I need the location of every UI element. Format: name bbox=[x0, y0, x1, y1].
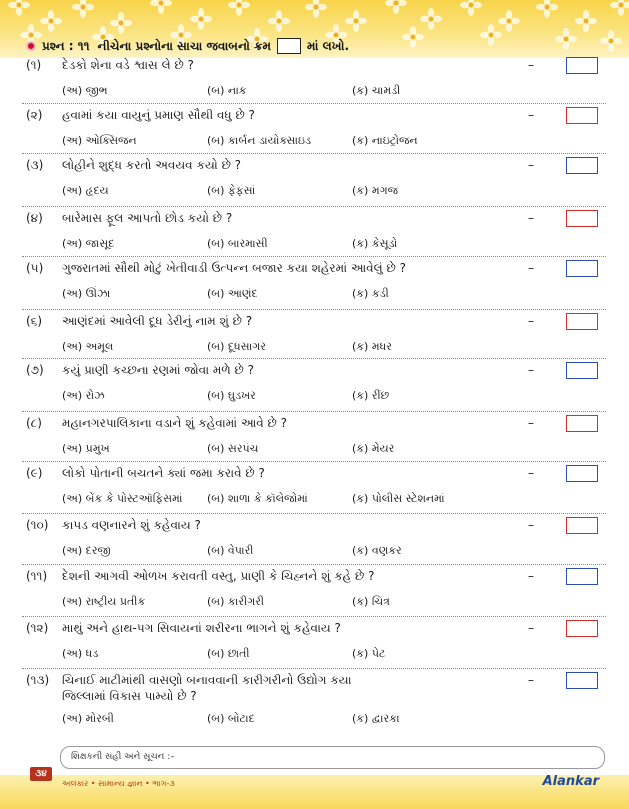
question-divider bbox=[22, 616, 606, 617]
answer-box[interactable] bbox=[566, 313, 598, 330]
option-c: (ક) કેસૂડો bbox=[352, 237, 398, 250]
option-a: (અ) દરજી bbox=[62, 544, 111, 557]
answer-dash: – bbox=[528, 261, 534, 275]
question-divider bbox=[22, 309, 606, 310]
option-b: (બ) નાક bbox=[207, 84, 247, 97]
question-divider bbox=[22, 103, 606, 104]
option-a: (અ) પ્રમુખ bbox=[62, 442, 110, 455]
question-row bbox=[26, 568, 598, 584]
option-a: (અ) મોરબી bbox=[62, 712, 114, 725]
question-row bbox=[26, 415, 598, 431]
answer-box[interactable] bbox=[566, 107, 598, 124]
option-c: (ક) પેટ bbox=[352, 647, 386, 660]
question-divider bbox=[22, 461, 606, 462]
question-number: (૧૨) bbox=[26, 621, 49, 635]
flower-icon bbox=[610, 0, 629, 16]
answer-box[interactable] bbox=[566, 415, 598, 432]
question-block bbox=[26, 57, 598, 105]
question-row bbox=[26, 517, 598, 533]
question-row bbox=[26, 107, 598, 123]
option-c: (ક) મગજ bbox=[352, 184, 399, 197]
question-number: (૯) bbox=[26, 466, 43, 480]
option-c: (ક) વણકર bbox=[352, 544, 402, 557]
flower-icon bbox=[575, 10, 597, 32]
question-block bbox=[26, 517, 598, 565]
option-a: (અ) જાસૂદ bbox=[62, 237, 115, 250]
option-b: (બ) વેપારી bbox=[207, 544, 254, 557]
answer-dash: – bbox=[528, 314, 534, 328]
answer-dash: – bbox=[528, 569, 534, 583]
answer-box[interactable] bbox=[566, 568, 598, 585]
answer-box[interactable] bbox=[566, 157, 598, 174]
answer-dash: – bbox=[528, 58, 534, 72]
flower-icon bbox=[228, 0, 250, 16]
question-row bbox=[26, 157, 598, 173]
question-number: (૩) bbox=[26, 158, 44, 172]
question-divider bbox=[22, 256, 606, 257]
answer-dash: – bbox=[528, 518, 534, 532]
question-row bbox=[26, 260, 598, 276]
teacher-signature-box bbox=[60, 746, 605, 769]
option-a: (અ) રાષ્ટ્રીય પ્રતીક bbox=[62, 595, 146, 608]
question-text: બારેમાસ ફૂલ આપતો છોડ કયો છે ? bbox=[62, 211, 233, 225]
answer-dash: – bbox=[528, 466, 534, 480]
question-text: માથું અને હાથ-પગ સિવાયનાં શરીરના ભાગને શું કહેવાય ? bbox=[62, 621, 341, 635]
question-number: (૨) bbox=[26, 108, 43, 122]
option-b: (બ) કારીગરી bbox=[207, 595, 265, 608]
title-main: નીચેના પ્રશ્નોના સાચા જવાબનો ક્રમ bbox=[97, 38, 272, 53]
question-number: (૫) bbox=[26, 261, 44, 275]
flower-icon bbox=[150, 0, 172, 14]
question-block bbox=[26, 210, 598, 258]
question-row bbox=[26, 362, 598, 378]
option-b: (બ) કાર્બન ડાયોક્સાઇડ bbox=[207, 134, 312, 147]
question-number: (૧) bbox=[26, 58, 42, 72]
question-divider bbox=[22, 513, 606, 514]
answer-dash: – bbox=[528, 363, 534, 377]
question-text: મહાનગરપાલિકાના વડાને શું કહેવામાં આવે છે ? bbox=[62, 416, 287, 430]
option-b: (બ) આણંદ bbox=[207, 287, 258, 300]
question-block bbox=[26, 415, 598, 463]
flower-icon bbox=[8, 0, 30, 16]
question-number: (૧૦) bbox=[26, 518, 49, 532]
option-a: (અ) હૃદય bbox=[62, 184, 109, 197]
question-text: લોહીને શુદ્ધ કરતો અવયવ કયો છે ? bbox=[62, 158, 242, 172]
question-text: આણંદમાં આવેલી દૂધ ડેરીનું નામ શું છે ? bbox=[62, 314, 253, 328]
option-c: (ક) દ્વારકા bbox=[352, 712, 400, 725]
flower-icon bbox=[40, 10, 62, 32]
question-block bbox=[26, 568, 598, 616]
flower-icon bbox=[72, 0, 94, 18]
question-row bbox=[26, 313, 598, 329]
section-title bbox=[26, 36, 349, 56]
answer-box[interactable] bbox=[566, 210, 598, 227]
option-a: (અ) ઓક્સિજન bbox=[62, 134, 137, 147]
title-bullet-icon bbox=[26, 41, 36, 51]
flower-icon bbox=[268, 10, 290, 32]
option-b: (બ) ફેફસાં bbox=[207, 184, 256, 197]
question-number: (૪) bbox=[26, 211, 43, 225]
question-row bbox=[26, 465, 598, 481]
option-b: (બ) દૂધસાગર bbox=[207, 340, 266, 353]
title-suffix: માં લખો. bbox=[307, 38, 350, 53]
flower-icon bbox=[345, 10, 367, 32]
question-row bbox=[26, 210, 598, 226]
option-a: (અ) ઊંઝા bbox=[62, 287, 111, 300]
answer-box[interactable] bbox=[566, 362, 598, 379]
question-divider bbox=[22, 668, 606, 669]
question-text: દેડકો શેના વડે શ્વાસ લે છે ? bbox=[62, 58, 194, 72]
answer-dash: – bbox=[528, 416, 534, 430]
flower-icon bbox=[402, 26, 424, 48]
brand-logo: Alankar bbox=[542, 774, 599, 789]
flower-icon bbox=[480, 24, 502, 46]
flower-icon bbox=[555, 28, 577, 50]
option-b: (બ) બારમાસી bbox=[207, 237, 268, 250]
question-block bbox=[26, 260, 598, 308]
option-c: (ક) નાઇટ્રોજન bbox=[352, 134, 418, 147]
option-a: (અ) ધડ bbox=[62, 647, 99, 660]
question-divider bbox=[22, 153, 606, 154]
question-number: (૧૧) bbox=[26, 569, 48, 583]
question-text: કયું પ્રાણી કચ્છના રણમાં જોવા મળે છે ? bbox=[62, 363, 255, 377]
question-block bbox=[26, 362, 598, 410]
page-number: ૩૪ bbox=[30, 767, 52, 781]
option-c: (ક) ચિત્ર bbox=[352, 595, 390, 608]
title-answer-box bbox=[277, 38, 301, 54]
option-a: (અ) જીભ bbox=[62, 84, 108, 97]
title-prefix: પ્રશ્ન : ૧૧ bbox=[42, 38, 90, 53]
option-c: (ક) મેયર bbox=[352, 442, 395, 455]
option-c: (ક) રીંછ bbox=[352, 389, 390, 402]
option-c: (ક) પોલીસ સ્ટેશનમાં bbox=[352, 492, 445, 505]
option-a: (અ) અમૂલ bbox=[62, 340, 114, 353]
question-block bbox=[26, 107, 598, 155]
question-block bbox=[26, 620, 598, 668]
question-block bbox=[26, 465, 598, 513]
question-divider bbox=[22, 358, 606, 359]
question-text: લોકો પોતાની બચતને ક્યાં જમા કરાવે છે ? bbox=[62, 466, 265, 480]
answer-box[interactable] bbox=[566, 465, 598, 482]
answer-dash: – bbox=[528, 108, 534, 122]
question-text: ચિનાઈ માટીમાંથી વાસણો બનાવવાની કારીગરીનો ઉદ્યોગ કયા જિલ્લામાં વિકાસ પામ્યો છે ? bbox=[62, 673, 352, 703]
answer-dash: – bbox=[528, 211, 534, 225]
answer-dash: – bbox=[528, 621, 534, 635]
teacher-signature-label: શિક્ષકની સહી અને સૂચન :– bbox=[71, 752, 175, 762]
option-a: (અ) બેંક કે પોસ્ટઑફિસમાં bbox=[62, 492, 183, 505]
question-text: હવામાં કયા વાયુનું પ્રમાણ સૌથી વધુ છે ? bbox=[62, 108, 255, 122]
answer-dash: – bbox=[528, 673, 534, 687]
footer-series-text: અલંકાર • સામાન્ય જ્ઞાન • ભાગ-૩ bbox=[62, 779, 175, 788]
answer-box[interactable] bbox=[566, 672, 598, 689]
option-b: (બ) સરપંચ bbox=[207, 442, 259, 455]
option-b: (બ) શાળા કે કૉલેજોમાં bbox=[207, 492, 308, 505]
flower-icon bbox=[385, 0, 407, 14]
option-b: (બ) બોટાદ bbox=[207, 712, 255, 725]
option-c: (ક) મધર bbox=[352, 340, 392, 353]
question-number: (૧૩) bbox=[26, 673, 50, 687]
answer-box[interactable] bbox=[566, 57, 598, 74]
question-text: ગુજરાતમાં સૌથી મોટું ખેતીવાડી ઉત્પન્ન બજાર કયા શહેરમાં આવેલું છે ? bbox=[62, 261, 406, 275]
question-text: કાપડ વણનારને શું કહેવાય ? bbox=[62, 518, 201, 532]
answer-box[interactable] bbox=[566, 260, 598, 277]
question-row bbox=[26, 620, 598, 636]
question-block bbox=[26, 313, 598, 361]
question-number: (૬) bbox=[26, 314, 43, 328]
flower-icon bbox=[600, 30, 622, 52]
option-b: (બ) ઘુડખર bbox=[207, 389, 256, 402]
question-divider bbox=[22, 206, 606, 207]
flower-icon bbox=[460, 0, 482, 16]
answer-box[interactable] bbox=[566, 517, 598, 534]
question-number: (૮) bbox=[26, 416, 42, 430]
question-row bbox=[26, 672, 598, 704]
question-number: (૭) bbox=[26, 363, 44, 377]
answer-dash: – bbox=[528, 158, 534, 172]
option-c: (ક) કડી bbox=[352, 287, 389, 300]
flower-icon bbox=[536, 0, 558, 18]
question-block bbox=[26, 672, 598, 725]
question-row bbox=[26, 57, 598, 73]
question-text: દેશની આગવી ઓળખ કરાવતી વસ્તુ, પ્રાણી કે ચિહ્નને શું કહે છે ? bbox=[62, 569, 375, 583]
question-divider bbox=[22, 411, 606, 412]
flower-icon bbox=[190, 8, 212, 30]
answer-box[interactable] bbox=[566, 620, 598, 637]
option-c: (ક) ચામડી bbox=[352, 84, 401, 97]
flower-icon bbox=[305, 0, 327, 18]
question-divider bbox=[22, 564, 606, 565]
question-block bbox=[26, 157, 598, 205]
option-b: (બ) છાતી bbox=[207, 647, 250, 660]
option-a: (અ) રોઝ bbox=[62, 389, 105, 402]
